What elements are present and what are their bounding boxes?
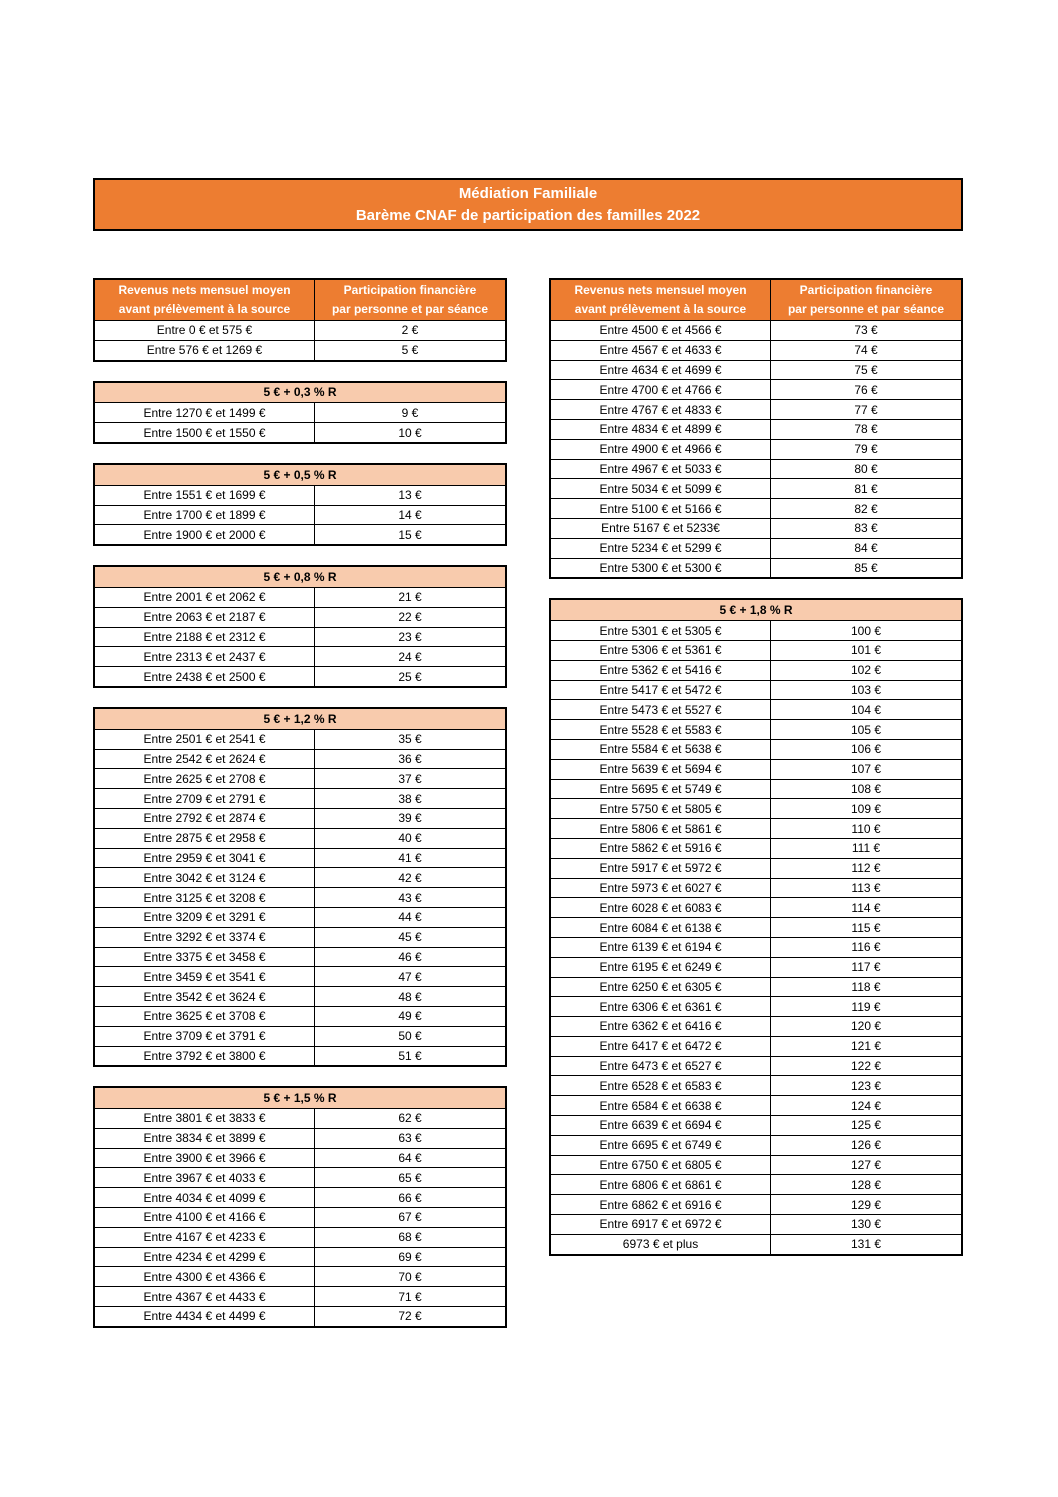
table-row (551, 320, 961, 340)
participation-amount-cell: 48 € (398, 989, 422, 1004)
table-row (551, 680, 961, 700)
participation-amount-cell: 25 € (398, 669, 422, 684)
revenue-range-cell: Entre 4100 € et 4166 € (95, 1208, 315, 1227)
table-row (551, 538, 961, 558)
table-row (95, 320, 505, 340)
table-row (551, 518, 961, 538)
table-row (551, 340, 961, 360)
revenue-range-cell: Entre 2501 € et 2541 € (95, 730, 315, 749)
revenue-range-cell: Entre 3292 € et 3374 € (95, 928, 315, 947)
participation-amount-cell: 64 € (398, 1151, 422, 1166)
participation-amount-cell: 67 € (398, 1210, 422, 1225)
revenue-range-cell: Entre 2709 € et 2791 € (95, 789, 315, 808)
table-row (95, 1286, 505, 1306)
revenue-range-cell: Entre 5362 € et 5416 € (551, 661, 771, 680)
header-participation (771, 280, 961, 320)
revenue-range-cell: Entre 5917 € et 5972 € (551, 859, 771, 878)
participation-amount-cell: 111 € (851, 841, 881, 856)
rate-band-header: 5 € + 0,3 % R (95, 383, 505, 403)
participation-amount-cell: 14 € (398, 507, 422, 522)
revenue-range-cell: Entre 3801 € et 3833 € (95, 1109, 315, 1128)
header-participation-line-2: par personne et par séance (787, 302, 945, 316)
participation-amount-cell: 118 € (851, 979, 881, 994)
participation-amount-cell: 74 € (854, 343, 878, 358)
table-row (95, 907, 505, 927)
table-row (95, 607, 505, 627)
revenue-range-cell: Entre 5750 € et 5805 € (551, 799, 771, 818)
table-row (551, 1194, 961, 1214)
revenue-range-cell: Entre 4834 € et 4899 € (551, 420, 771, 439)
revenue-range-cell: Entre 1500 € et 1550 € (95, 423, 315, 442)
revenue-range-cell: Entre 2625 € et 2708 € (95, 769, 315, 788)
participation-amount-cell: 102 € (850, 663, 882, 678)
table-row (95, 627, 505, 647)
participation-amount-cell: 9 € (401, 405, 419, 420)
table-row (95, 1148, 505, 1168)
participation-amount-cell: 66 € (398, 1190, 422, 1205)
participation-amount-cell: 131 € (850, 1237, 882, 1252)
table-row (551, 478, 961, 498)
participation-amount-cell: 122 € (850, 1059, 882, 1074)
table-row (95, 867, 505, 887)
participation-amount-cell: 36 € (398, 751, 422, 766)
left-rate-block-1 (93, 381, 507, 444)
revenue-range-cell: Entre 4767 € et 4833 € (551, 400, 771, 419)
participation-amount-cell: 121 € (850, 1039, 882, 1054)
participation-amount-cell: 129 € (850, 1197, 882, 1212)
revenue-range-cell: Entre 6473 € et 6527 € (551, 1057, 771, 1076)
revenue-range-cell: Entre 5639 € et 5694 € (551, 760, 771, 779)
revenue-range-cell: Entre 6528 € et 6583 € (551, 1076, 771, 1095)
left-rate-block-4 (93, 707, 507, 1067)
participation-amount-cell: 40 € (398, 831, 422, 846)
revenue-range-cell: Entre 6584 € et 6638 € (551, 1096, 771, 1115)
revenue-range-cell: Entre 576 € et 1269 € (95, 341, 315, 360)
table-row (551, 558, 961, 578)
participation-amount-cell: 51 € (398, 1048, 422, 1063)
revenue-range-cell: Entre 4367 € et 4433 € (95, 1287, 315, 1306)
participation-amount-cell: 110 € (851, 821, 881, 836)
participation-amount-cell: 37 € (398, 771, 422, 786)
table-row (551, 1155, 961, 1175)
participation-amount-cell: 114 € (851, 900, 881, 915)
participation-amount-cell: 41 € (398, 850, 422, 865)
revenue-range-cell: Entre 5417 € et 5472 € (551, 681, 771, 700)
table-row (551, 937, 961, 957)
revenue-range-cell: Entre 3834 € et 3899 € (95, 1129, 315, 1148)
revenue-range-cell: Entre 5306 € et 5361 € (551, 641, 771, 660)
revenue-range-cell: Entre 3792 € et 3800 € (95, 1047, 315, 1066)
table-row (551, 818, 961, 838)
participation-amount-cell: 62 € (398, 1111, 422, 1126)
participation-amount-cell: 13 € (398, 488, 422, 503)
table-row (95, 505, 505, 525)
table-row (551, 977, 961, 997)
left-rate-block-3 (93, 565, 507, 688)
revenue-range-cell: Entre 4167 € et 4233 € (95, 1228, 315, 1247)
left-rate-block-2 (93, 463, 507, 546)
header-participation-line-2: par personne et par séance (331, 302, 489, 316)
participation-amount-cell: 106 € (850, 742, 882, 757)
revenue-range-cell: Entre 3459 € et 3541 € (95, 967, 315, 986)
participation-amount-cell: 112 € (851, 861, 881, 876)
revenue-range-cell: Entre 5528 € et 5583 € (551, 720, 771, 739)
revenue-range-cell: Entre 4234 € et 4299 € (95, 1248, 315, 1267)
participation-amount-cell: 80 € (854, 461, 878, 476)
revenue-range-cell: 6973 € et plus (551, 1235, 771, 1254)
table-row (95, 848, 505, 868)
participation-amount-cell: 5 € (401, 343, 419, 358)
participation-amount-cell: 38 € (398, 791, 422, 806)
left-table-column (93, 278, 507, 1328)
title-line-1: Médiation Familiale (458, 184, 598, 202)
table-row (551, 1234, 961, 1254)
table-row (551, 739, 961, 759)
participation-amount-cell: 130 € (850, 1217, 882, 1232)
revenue-range-cell: Entre 6250 € et 6305 € (551, 978, 771, 997)
participation-amount-cell: 45 € (398, 930, 422, 945)
participation-amount-cell: 104 € (850, 702, 882, 717)
table-row (551, 620, 961, 640)
table-row (95, 1128, 505, 1148)
revenue-range-cell: Entre 5584 € et 5638 € (551, 740, 771, 759)
participation-amount-cell: 49 € (398, 1009, 422, 1024)
table-row (95, 1108, 505, 1128)
participation-amount-cell: 75 € (854, 362, 878, 377)
participation-amount-cell: 44 € (398, 910, 422, 925)
participation-amount-cell: 50 € (398, 1029, 422, 1044)
table-row (95, 587, 505, 607)
revenue-range-cell: Entre 2959 € et 3041 € (95, 849, 315, 868)
participation-amount-cell: 81 € (854, 481, 878, 496)
rate-band-header: 5 € + 1,2 % R (95, 709, 505, 729)
participation-amount-cell: 115 € (851, 920, 881, 935)
block-spacer (93, 444, 507, 463)
table-row (551, 459, 961, 479)
participation-amount-cell: 69 € (398, 1250, 422, 1265)
participation-amount-cell: 107 € (850, 762, 882, 777)
table-row (95, 887, 505, 907)
revenue-range-cell: Entre 2001 € et 2062 € (95, 588, 315, 607)
table-row (95, 986, 505, 1006)
revenue-range-cell: Entre 3125 € et 3208 € (95, 888, 315, 907)
table-row (95, 1187, 505, 1207)
participation-amount-cell: 103 € (850, 682, 882, 697)
table-row (95, 1306, 505, 1326)
revenue-range-cell: Entre 2313 € et 2437 € (95, 647, 315, 666)
table-row (95, 340, 505, 360)
revenue-range-cell: Entre 5473 € et 5527 € (551, 700, 771, 719)
revenue-range-cell: Entre 6806 € et 6861 € (551, 1175, 771, 1194)
participation-amount-cell: 39 € (398, 811, 422, 826)
table-row (551, 1075, 961, 1095)
table-row (551, 1115, 961, 1135)
block-spacer (93, 688, 507, 707)
table-row (95, 828, 505, 848)
table-row (95, 646, 505, 666)
revenue-range-cell: Entre 2542 € et 2624 € (95, 750, 315, 769)
revenue-range-cell: Entre 4434 € et 4499 € (95, 1307, 315, 1326)
revenue-range-cell: Entre 4967 € et 5033 € (551, 460, 771, 479)
table-row (551, 957, 961, 977)
participation-amount-cell: 15 € (398, 527, 422, 542)
revenue-range-cell: Entre 2792 € et 2874 € (95, 809, 315, 828)
participation-amount-cell: 46 € (398, 949, 422, 964)
participation-amount-cell: 42 € (398, 870, 422, 885)
participation-amount-cell: 127 € (850, 1158, 882, 1173)
header-revenue-line-2: avant prélèvement à la source (574, 302, 747, 316)
block-spacer (93, 546, 507, 565)
participation-amount-cell: 119 € (851, 999, 881, 1014)
table-row (551, 640, 961, 660)
revenue-range-cell: Entre 1270 € et 1499 € (95, 403, 315, 422)
participation-amount-cell: 24 € (398, 649, 422, 664)
revenue-range-cell: Entre 6862 € et 6916 € (551, 1195, 771, 1214)
table-row (551, 1135, 961, 1155)
participation-amount-cell: 126 € (850, 1138, 882, 1153)
participation-amount-cell: 70 € (398, 1269, 422, 1284)
table-row (551, 858, 961, 878)
right-table-column (549, 278, 963, 1256)
participation-amount-cell: 117 € (851, 960, 881, 975)
revenue-range-cell: Entre 5100 € et 5166 € (551, 499, 771, 518)
revenue-range-cell: Entre 5862 € et 5916 € (551, 839, 771, 858)
revenue-range-cell: Entre 4700 € et 4766 € (551, 380, 771, 399)
participation-amount-cell: 72 € (398, 1309, 422, 1324)
participation-amount-cell: 23 € (398, 629, 422, 644)
revenue-range-cell: Entre 6417 € et 6472 € (551, 1037, 771, 1056)
table-row (551, 439, 961, 459)
revenue-range-cell: Entre 4300 € et 4366 € (95, 1267, 315, 1286)
revenue-range-cell: Entre 2063 € et 2187 € (95, 608, 315, 627)
revenue-range-cell: Entre 4500 € et 4566 € (551, 321, 771, 340)
table-row (551, 1036, 961, 1056)
participation-amount-cell: 35 € (398, 732, 422, 747)
rate-band-header: 5 € + 0,5 % R (95, 465, 505, 485)
block-spacer (549, 579, 963, 598)
table-row (551, 798, 961, 818)
participation-amount-cell: 83 € (854, 521, 878, 536)
right-rate-block-0 (549, 278, 963, 579)
table-row (551, 878, 961, 898)
rate-band-header: 5 € + 1,8 % R (551, 600, 961, 620)
participation-amount-cell: 2 € (401, 323, 419, 338)
revenue-range-cell: Entre 6306 € et 6361 € (551, 997, 771, 1016)
table-row (95, 666, 505, 686)
revenue-range-cell: Entre 6139 € et 6194 € (551, 938, 771, 957)
revenue-range-cell: Entre 6750 € et 6805 € (551, 1156, 771, 1175)
document-title (93, 178, 963, 231)
revenue-range-cell: Entre 4900 € et 4966 € (551, 440, 771, 459)
table-row (551, 917, 961, 937)
revenue-range-cell: Entre 3967 € et 4033 € (95, 1168, 315, 1187)
table-row (551, 996, 961, 1016)
header-revenue (551, 280, 771, 320)
table-row (551, 897, 961, 917)
table-row (551, 1016, 961, 1036)
participation-amount-cell: 10 € (398, 425, 422, 440)
table-row (95, 524, 505, 544)
right-rate-block-1 (549, 598, 963, 1255)
participation-amount-cell: 73 € (854, 323, 878, 338)
table-row (95, 1266, 505, 1286)
rate-band-header: 5 € + 1,5 % R (95, 1088, 505, 1108)
table-row (551, 719, 961, 739)
participation-amount-cell: 120 € (850, 1019, 882, 1034)
header-revenue-line-1: Revenus nets mensuel moyen (574, 283, 747, 297)
table-row (95, 947, 505, 967)
table-row (551, 379, 961, 399)
revenue-range-cell: Entre 2875 € et 2958 € (95, 829, 315, 848)
revenue-range-cell: Entre 5234 € et 5299 € (551, 539, 771, 558)
table-row (95, 402, 505, 422)
revenue-range-cell: Entre 4034 € et 4099 € (95, 1188, 315, 1207)
table-row (551, 1056, 961, 1076)
participation-amount-cell: 128 € (850, 1177, 882, 1192)
participation-amount-cell: 77 € (854, 402, 878, 417)
participation-amount-cell: 109 € (850, 801, 882, 816)
participation-amount-cell: 47 € (398, 969, 422, 984)
revenue-range-cell: Entre 6028 € et 6083 € (551, 898, 771, 917)
participation-amount-cell: 79 € (854, 442, 878, 457)
participation-amount-cell: 22 € (398, 610, 422, 625)
participation-amount-cell: 84 € (854, 541, 878, 556)
revenue-range-cell: Entre 1700 € et 1899 € (95, 506, 315, 525)
table-row (551, 779, 961, 799)
participation-amount-cell: 125 € (850, 1118, 882, 1133)
revenue-range-cell: Entre 2438 € et 2500 € (95, 667, 315, 686)
revenue-range-cell: Entre 6084 € et 6138 € (551, 918, 771, 937)
header-revenue (95, 280, 315, 320)
revenue-range-cell: Entre 3709 € et 3791 € (95, 1027, 315, 1046)
participation-amount-cell: 124 € (850, 1098, 882, 1113)
revenue-range-cell: Entre 3542 € et 3624 € (95, 987, 315, 1006)
revenue-range-cell: Entre 5167 € et 5233€ (551, 519, 771, 538)
revenue-range-cell: Entre 5300 € et 5300 € (551, 559, 771, 578)
table-row (95, 729, 505, 749)
revenue-range-cell: Entre 6917 € et 6972 € (551, 1215, 771, 1234)
table-row (95, 1227, 505, 1247)
revenue-range-cell: Entre 1551 € et 1699 € (95, 486, 315, 505)
revenue-range-cell: Entre 3042 € et 3124 € (95, 868, 315, 887)
header-revenue-line-2: avant prélèvement à la source (118, 302, 291, 316)
header-participation-line-1: Participation financière (343, 283, 477, 297)
revenue-range-cell: Entre 3625 € et 3708 € (95, 1007, 315, 1026)
revenue-range-cell: Entre 5806 € et 5861 € (551, 819, 771, 838)
revenue-range-cell: Entre 4634 € et 4699 € (551, 361, 771, 380)
revenue-range-cell: Entre 6695 € et 6749 € (551, 1136, 771, 1155)
table-row (95, 749, 505, 769)
participation-amount-cell: 21 € (398, 590, 422, 605)
participation-amount-cell: 100 € (850, 623, 882, 638)
participation-amount-cell: 65 € (398, 1170, 422, 1185)
table-row (551, 699, 961, 719)
revenue-range-cell: Entre 1900 € et 2000 € (95, 525, 315, 544)
participation-amount-cell: 113 € (851, 880, 881, 895)
table-row (551, 838, 961, 858)
revenue-range-cell: Entre 3375 € et 3458 € (95, 948, 315, 967)
participation-amount-cell: 71 € (398, 1289, 422, 1304)
table-row (551, 660, 961, 680)
participation-amount-cell: 85 € (854, 560, 878, 575)
header-participation (315, 280, 505, 320)
participation-amount-cell: 78 € (854, 422, 878, 437)
left-rate-block-5 (93, 1086, 507, 1328)
revenue-range-cell: Entre 3900 € et 3966 € (95, 1149, 315, 1168)
revenue-range-cell: Entre 5695 € et 5749 € (551, 780, 771, 799)
table-row (551, 1174, 961, 1194)
rate-band-header: 5 € + 0,8 % R (95, 567, 505, 587)
table-row (95, 422, 505, 442)
participation-amount-cell: 43 € (398, 890, 422, 905)
revenue-range-cell: Entre 5034 € et 5099 € (551, 479, 771, 498)
block-spacer (93, 1067, 507, 1086)
table-row (95, 1167, 505, 1187)
block-spacer (93, 362, 507, 381)
revenue-range-cell: Entre 5973 € et 6027 € (551, 879, 771, 898)
table-row (551, 1214, 961, 1234)
participation-amount-cell: 68 € (398, 1230, 422, 1245)
participation-amount-cell: 101 € (850, 643, 882, 658)
table-row (95, 1006, 505, 1026)
participation-amount-cell: 76 € (854, 382, 878, 397)
participation-amount-cell: 82 € (854, 501, 878, 516)
revenue-range-cell: Entre 5301 € et 5305 € (551, 621, 771, 640)
table-row (95, 1247, 505, 1267)
table-row (551, 1095, 961, 1115)
participation-amount-cell: 63 € (398, 1131, 422, 1146)
revenue-range-cell: Entre 6639 € et 6694 € (551, 1116, 771, 1135)
participation-amount-cell: 123 € (850, 1078, 882, 1093)
revenue-range-cell: Entre 0 € et 575 € (95, 321, 315, 340)
revenue-range-cell: Entre 6362 € et 6416 € (551, 1017, 771, 1036)
header-participation-line-1: Participation financière (799, 283, 933, 297)
revenue-range-cell: Entre 4567 € et 4633 € (551, 341, 771, 360)
table-row (95, 927, 505, 947)
table-row (551, 360, 961, 380)
table-row (95, 808, 505, 828)
left-rate-block-0 (93, 278, 507, 362)
table-row (95, 966, 505, 986)
table-header-row (551, 280, 961, 320)
table-row (95, 485, 505, 505)
table-row (95, 788, 505, 808)
table-header-row (95, 280, 505, 320)
table-row (95, 768, 505, 788)
table-row (551, 498, 961, 518)
revenue-range-cell: Entre 3209 € et 3291 € (95, 908, 315, 927)
table-row (95, 1207, 505, 1227)
table-row (95, 1026, 505, 1046)
table-row (95, 1046, 505, 1066)
table-row (551, 759, 961, 779)
header-revenue-line-1: Revenus nets mensuel moyen (118, 283, 291, 297)
revenue-range-cell: Entre 6195 € et 6249 € (551, 958, 771, 977)
title-line-2: Barème CNAF de participation des familles 2022 (355, 206, 701, 224)
participation-amount-cell: 105 € (850, 722, 882, 737)
table-row (551, 419, 961, 439)
table-row (551, 399, 961, 419)
participation-amount-cell: 116 € (851, 940, 881, 955)
participation-amount-cell: 108 € (850, 781, 882, 796)
revenue-range-cell: Entre 2188 € et 2312 € (95, 628, 315, 647)
